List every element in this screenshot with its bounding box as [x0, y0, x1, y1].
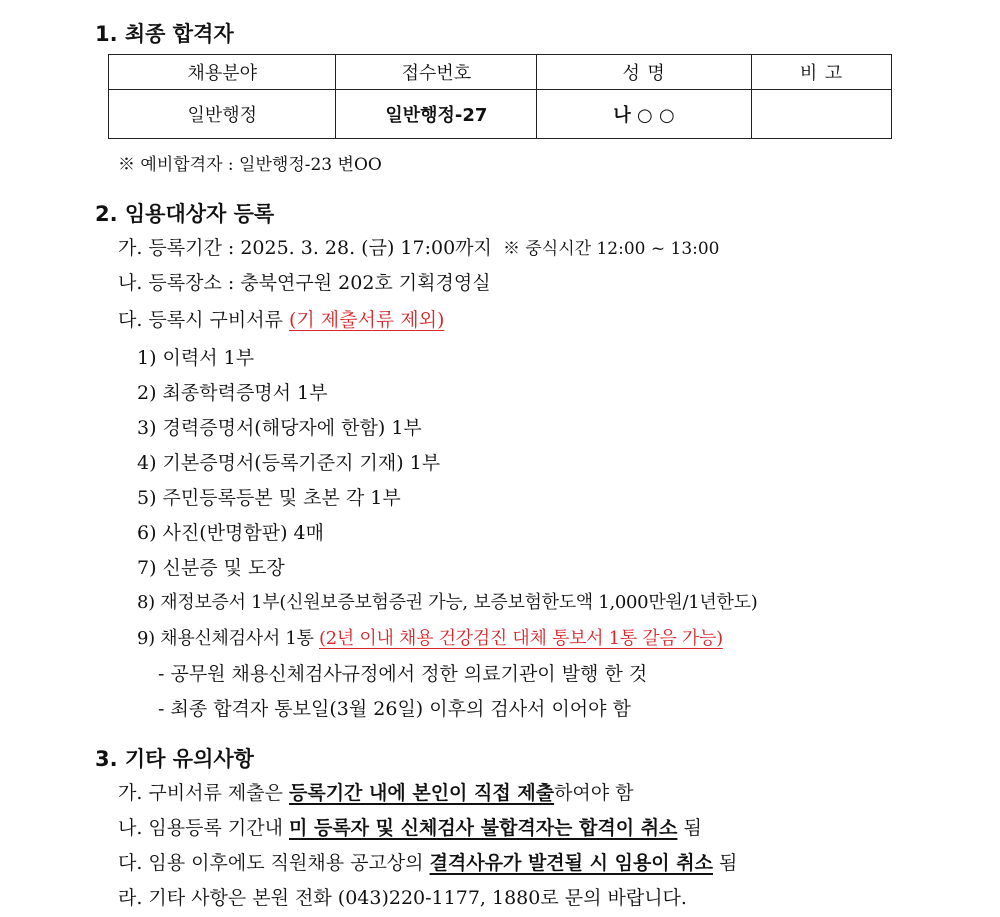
list-item: 2) 최종학력증명서 1부: [137, 382, 328, 404]
docs-line: [118, 305, 444, 332]
list-item: 7) 신분증 및 도장: [137, 557, 285, 579]
notice-da: [118, 848, 737, 875]
list-item: 3) 경력증명서(해당자에 한함) 1부: [137, 417, 422, 439]
cell-name: 나 ○ ○: [537, 90, 752, 139]
notice-ra: 라. 기타 사항은 본원 전화 (043)220-1177, 1880로 문의 바랍니다.: [118, 887, 687, 909]
notice-da-pre: 다. 임용 이후에도 직원채용 공고상의: [118, 852, 430, 874]
section-1-heading: 1. 최종 합격자: [95, 22, 234, 46]
reg-period: 가. 등록기간 : 2025. 3. 28. (금) 17:00까지: [118, 237, 492, 259]
list-item: 8) 재정보증서 1부(신원보증보험증권 가능, 보증보험한도액 1,000만원/1년한도): [137, 592, 758, 613]
col-field-header: 채용분야: [109, 55, 336, 90]
list-item: 1) 이력서 1부: [137, 347, 255, 369]
lunch-note: ※ 중식시간 12:00 ~ 13:00: [502, 239, 720, 259]
reg-period-line: [118, 233, 720, 260]
notice-na-post: 됨: [677, 817, 702, 839]
list-item-9: [137, 624, 723, 650]
cell-remark: [751, 90, 891, 139]
col-name-header: 성 명: [537, 55, 752, 90]
notice-na: [118, 813, 702, 840]
notice-ga-post: 하여야 함: [554, 782, 634, 804]
table-header-row: [109, 55, 892, 90]
notice-ga-pre: 가. 구비서류 제출은: [118, 782, 289, 804]
notice-da-post: 됨: [712, 852, 738, 874]
sub-item: - 최종 합격자 통보일(3월 26일) 이후의 검사서 이어야 함: [158, 698, 631, 720]
table-row: [109, 90, 892, 139]
list-item: 6) 사진(반명함판) 4매: [137, 522, 324, 544]
docs-label: 다. 등록시 구비서류: [118, 309, 283, 331]
reserve-note: ※ 예비합격자 : 일반행정-23 변OO: [118, 155, 382, 175]
reg-place: 나. 등록장소 : 충북연구원 202호 기획경영실: [118, 272, 491, 294]
health-check-alt: (2년 이내 채용 건강검진 대체 통보서 1통 갈음 가능): [319, 628, 723, 649]
sub-item: - 공무원 채용신체검사규정에서 정한 의료기관이 발행 한 것: [158, 663, 648, 685]
notice-da-bold: 결격사유가 발견될 시 임용이 취소: [429, 852, 713, 874]
col-receipt-header: 접수번호: [336, 55, 537, 90]
col-remark-header: 비 고: [751, 55, 891, 90]
section-2-heading: 2. 임용대상자 등록: [95, 202, 275, 226]
list-item: 5) 주민등록등본 및 초본 각 1부: [137, 487, 401, 509]
cell-field: 일반행정: [109, 90, 336, 139]
notice-ga: [118, 778, 634, 805]
final-passer-table: [108, 54, 892, 139]
notice-ga-bold: 등록기간 내에 본인이 직접 제출: [289, 782, 555, 804]
notice-na-bold: 미 등록자 및 신체검사 불합격자는 합격이 취소: [289, 817, 678, 839]
section-3-heading: 3. 기타 유의사항: [95, 747, 254, 771]
list-item: 4) 기본증명서(등록기준지 기재) 1부: [137, 452, 441, 474]
docs-exception: (기 제출서류 제외): [289, 309, 445, 331]
cell-receipt: 일반행정-27: [336, 90, 537, 139]
health-check-label: 9) 채용신체검사서 1통: [137, 628, 314, 649]
notice-na-pre: 나. 임용등록 기간내: [118, 817, 289, 839]
